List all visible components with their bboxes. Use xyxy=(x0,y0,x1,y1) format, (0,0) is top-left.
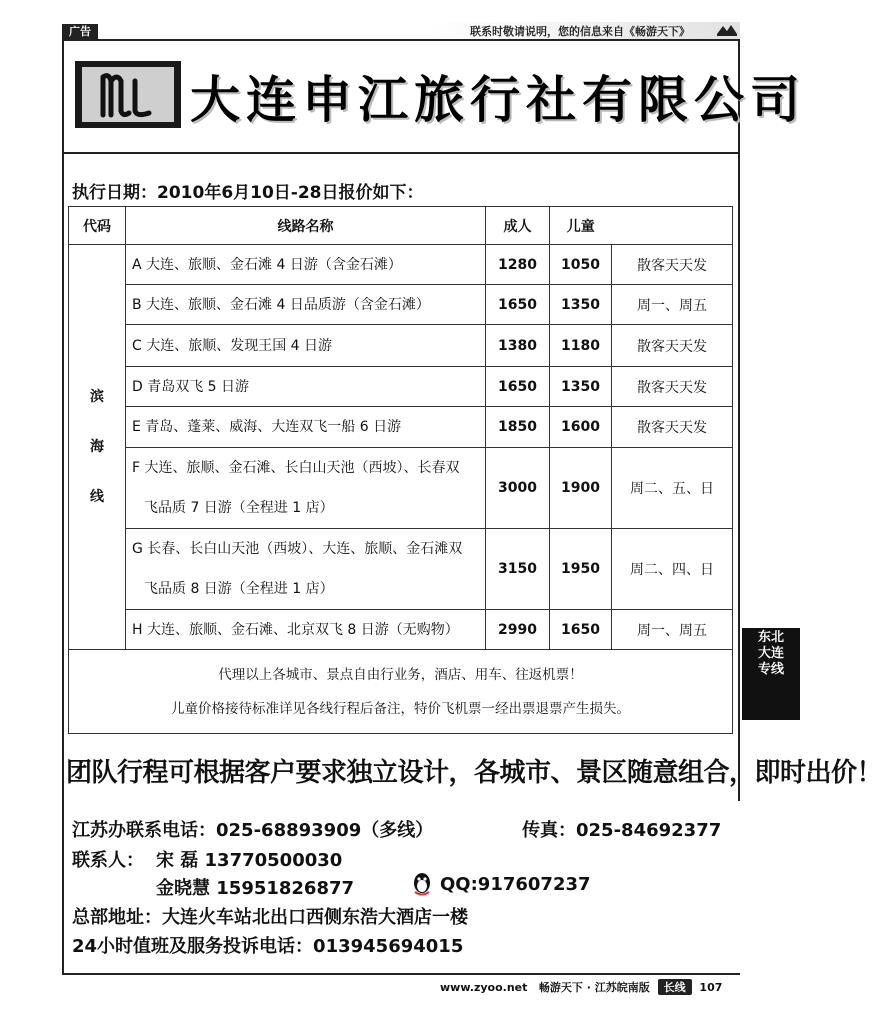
table-notes xyxy=(69,650,733,734)
route-name: E 青岛、蓬莱、威海、大连双飞一船 6 日游 xyxy=(126,407,486,448)
child-price: 1350 xyxy=(550,285,612,325)
magazine-logo-icon xyxy=(715,22,739,38)
header-code: 代码 xyxy=(69,207,126,245)
adult-price: 1280 xyxy=(486,245,550,285)
route-name: F 大连、旅顺、金石滩、长白山天池（西坡）、长春双 飞品质 7 日游（全程进 1 店） xyxy=(126,448,486,529)
child-price: 1350 xyxy=(550,367,612,407)
schedule: 周二、四、日 xyxy=(612,529,733,610)
company-logo-mark xyxy=(97,71,159,119)
page-footer xyxy=(440,979,722,995)
route-name: D 青岛双飞 5 日游 xyxy=(126,367,486,407)
child-price: 1650 xyxy=(550,610,612,650)
section-side-tab: 东北 大连 专线 xyxy=(742,628,800,720)
header-child: 儿童 xyxy=(550,207,612,245)
table-row xyxy=(69,407,733,448)
adult-price: 1380 xyxy=(486,325,550,367)
route-name: B 大连、旅顺、金石滩 4 日品质游（含金石滩） xyxy=(126,285,486,325)
table-row xyxy=(69,448,733,529)
child-price: 1050 xyxy=(550,245,612,285)
table-row xyxy=(69,285,733,325)
company-name: 大连申江旅行社有限公司 xyxy=(190,71,806,129)
route-name: H 大连、旅顺、金石滩、北京双飞 8 日游（无购物） xyxy=(126,610,486,650)
footer-magazine: 畅游天下 · 江苏皖南版 xyxy=(538,981,650,994)
route-name: A 大连、旅顺、金石滩 4 日游（含金石滩） xyxy=(126,245,486,285)
hq-address: 总部地址：大连火车站北出口西侧东浩大酒店一楼 xyxy=(72,907,468,928)
header-note: 联系时敬请说明，您的信息来自《畅游天下》 xyxy=(470,25,690,38)
schedule: 散客天天发 xyxy=(612,367,733,407)
adult-price: 3150 xyxy=(486,529,550,610)
qq-number: QQ:917607237 xyxy=(440,874,591,895)
route-name: C 大连、旅顺、发现王国 4 日游 xyxy=(126,325,486,367)
table-row xyxy=(69,245,733,285)
route-name: G 长春、长白山天池（西坡）、大连、旅顺、金石滩双 飞品质 8 日游（全程进 1 店） xyxy=(126,529,486,610)
header-divider xyxy=(62,39,740,41)
adult-price: 1650 xyxy=(486,285,550,325)
table-row xyxy=(69,610,733,650)
header-adult: 成人 xyxy=(486,207,550,245)
note-line: 儿童价格接待标准详见各线行程后备注，特价飞机票一经出票退票产生损失。 xyxy=(171,700,630,717)
child-price: 1600 xyxy=(550,407,612,448)
note-line: 代理以上各城市、景点自由行业务，酒店、用车、往返机票！ xyxy=(218,666,583,683)
child-price: 1180 xyxy=(550,325,612,367)
pricing-title: 执行日期：2010年6月10日-28日报价如下： xyxy=(72,183,424,203)
fax-number: 传真：025-84692377 xyxy=(522,820,722,841)
contact-person-1: 宋 磊 13770500030 xyxy=(156,850,343,871)
adult-price: 1650 xyxy=(486,367,550,407)
schedule: 散客天天发 xyxy=(612,407,733,448)
slogan: 团队行程可根据客户要求独立设计，各城市、景区随意组合，即时出价！ xyxy=(66,758,882,788)
qq-penguin-icon xyxy=(411,872,433,896)
table-row xyxy=(69,529,733,610)
schedule: 周二、五、日 xyxy=(612,448,733,529)
schedule: 周一、周五 xyxy=(612,285,733,325)
table-row xyxy=(69,325,733,367)
footer-section-tag: 长线 xyxy=(658,979,692,995)
page-number: 107 xyxy=(699,981,723,994)
schedule: 散客天天发 xyxy=(612,325,733,367)
frame-bottom xyxy=(62,973,740,975)
ad-label: 广告 xyxy=(62,24,98,40)
service-hotline: 24小时值班及服务投诉电话：013945694015 xyxy=(72,936,464,957)
jiangsu-phone: 江苏办联系电话：025-68893909（多线） xyxy=(72,820,434,841)
child-price: 1900 xyxy=(550,448,612,529)
table-header-row xyxy=(69,207,733,245)
table-notes-row xyxy=(69,650,733,734)
adult-price: 3000 xyxy=(486,448,550,529)
table-row xyxy=(69,367,733,407)
region-label: 滨 海 线 xyxy=(69,245,126,650)
schedule: 散客天天发 xyxy=(612,245,733,285)
schedule: 周一、周五 xyxy=(612,610,733,650)
contact-label: 联系人： xyxy=(72,850,144,871)
child-price: 1950 xyxy=(550,529,612,610)
adult-price: 1850 xyxy=(486,407,550,448)
contact-person-2: 金晓慧 15951826877 xyxy=(156,878,355,899)
routes-table xyxy=(68,206,733,734)
company-header-divider xyxy=(62,152,740,154)
frame-right xyxy=(738,41,740,801)
frame-left xyxy=(62,41,64,975)
header-route: 线路名称 xyxy=(126,207,486,245)
adult-price: 2990 xyxy=(486,610,550,650)
footer-site: www.zyoo.net xyxy=(440,981,528,994)
company-logo xyxy=(75,61,181,128)
